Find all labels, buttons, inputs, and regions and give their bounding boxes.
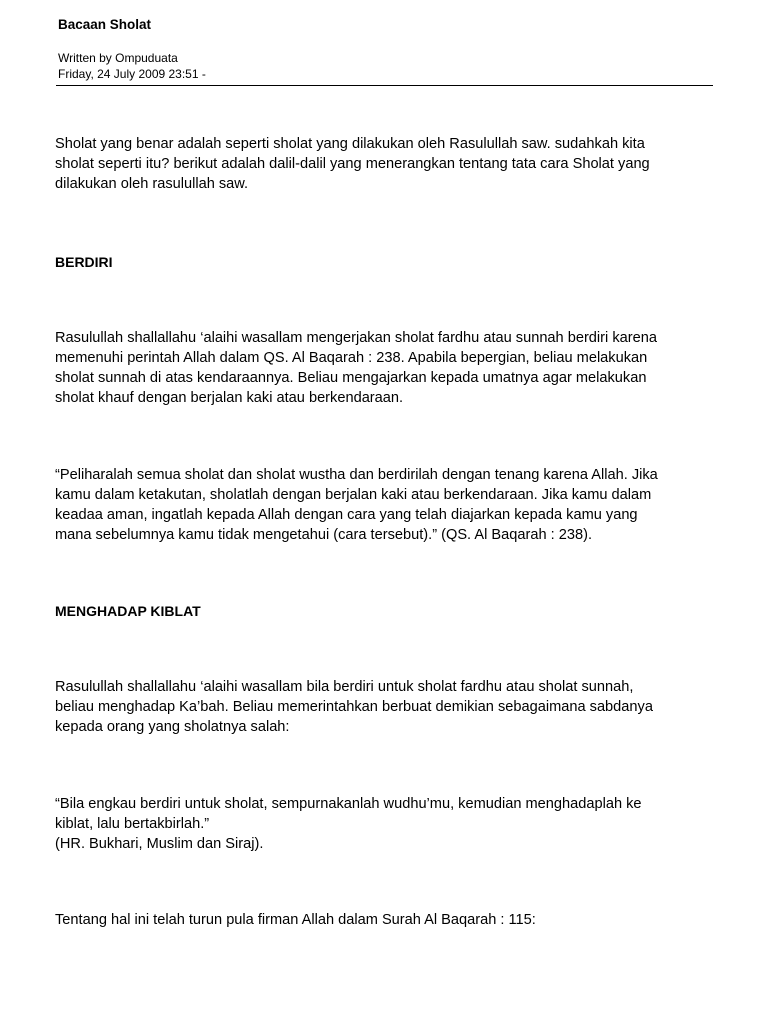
section-heading-menghadap-kiblat: MENGHADAP KIBLAT (55, 603, 201, 619)
paragraph-line: kepada orang yang sholatnya salah: (55, 719, 290, 735)
quote-line: kamu dalam ketakutan, sholatlah dengan berjalan kaki atau berkendaraan. Jika kamu dalam (55, 487, 652, 503)
paragraph-line: Rasulullah shallallahu ‘alaihi wasallam mengerjakan sholat fardhu atau sunnah berdiri karena (55, 330, 657, 346)
paragraph-line: sholat sunnah di atas kendaraannya. Beliau mengajarkan kepada umatnya agar melakukan (55, 370, 647, 386)
intro-line: sholat seperti itu? berikut adalah dalil-dalil yang menerangkan tentang tata cara Sholat yang (55, 156, 650, 172)
date-line: Friday, 24 July 2009 23:51 - (58, 67, 206, 81)
paragraph-line: Rasulullah shallallahu ‘alaihi wasallam bila berdiri untuk sholat fardhu atau sholat sunnah, (55, 679, 634, 695)
intro-paragraph (55, 134, 715, 194)
header-divider (56, 85, 713, 86)
document-meta (58, 50, 206, 82)
section-heading-berdiri: BERDIRI (55, 254, 113, 270)
quote-line: mana sebelumnya kamu tidak mengetahui (cara tersebut).” (QS. Al Baqarah : 238). (55, 527, 592, 543)
berdiri-paragraph (55, 328, 715, 408)
berdiri-quote (55, 465, 715, 545)
citation-line: (HR. Bukhari, Muslim dan Siraj). (55, 836, 264, 852)
paragraph-line: memenuhi perintah Allah dalam QS. Al Baqarah : 238. Apabila bepergian, beliau melakukan (55, 350, 648, 366)
kiblat-quote (55, 794, 715, 854)
closing-paragraph (55, 910, 715, 930)
document-title: Bacaan Sholat (58, 17, 152, 32)
quote-line: “Bila engkau berdiri untuk sholat, sempurnakanlah wudhu’mu, kemudian menghadaplah ke (55, 796, 642, 812)
kiblat-paragraph (55, 677, 715, 737)
quote-line: keadaa aman, ingatlah kepada Allah dengan cara yang telah diajarkan kepada kamu yang (55, 507, 638, 523)
paragraph-line: Tentang hal ini telah turun pula firman Allah dalam Surah Al Baqarah : 115: (55, 912, 536, 928)
paragraph-line: beliau menghadap Ka’bah. Beliau memerintahkan berbuat demikian sebagaimana sabdanya (55, 699, 653, 715)
author-line: Written by Ompuduata (58, 51, 178, 65)
paragraph-line: sholat khauf dengan berjalan kaki atau berkendaraan. (55, 390, 404, 406)
intro-line: Sholat yang benar adalah seperti sholat yang dilakukan oleh Rasulullah saw. sudahkah kita (55, 136, 645, 152)
quote-line: “Peliharalah semua sholat dan sholat wustha dan berdirilah dengan tenang karena Allah. Jika (55, 467, 658, 483)
quote-line: kiblat, lalu bertakbirlah.” (55, 816, 210, 832)
intro-line: dilakukan oleh rasulullah saw. (55, 176, 249, 192)
